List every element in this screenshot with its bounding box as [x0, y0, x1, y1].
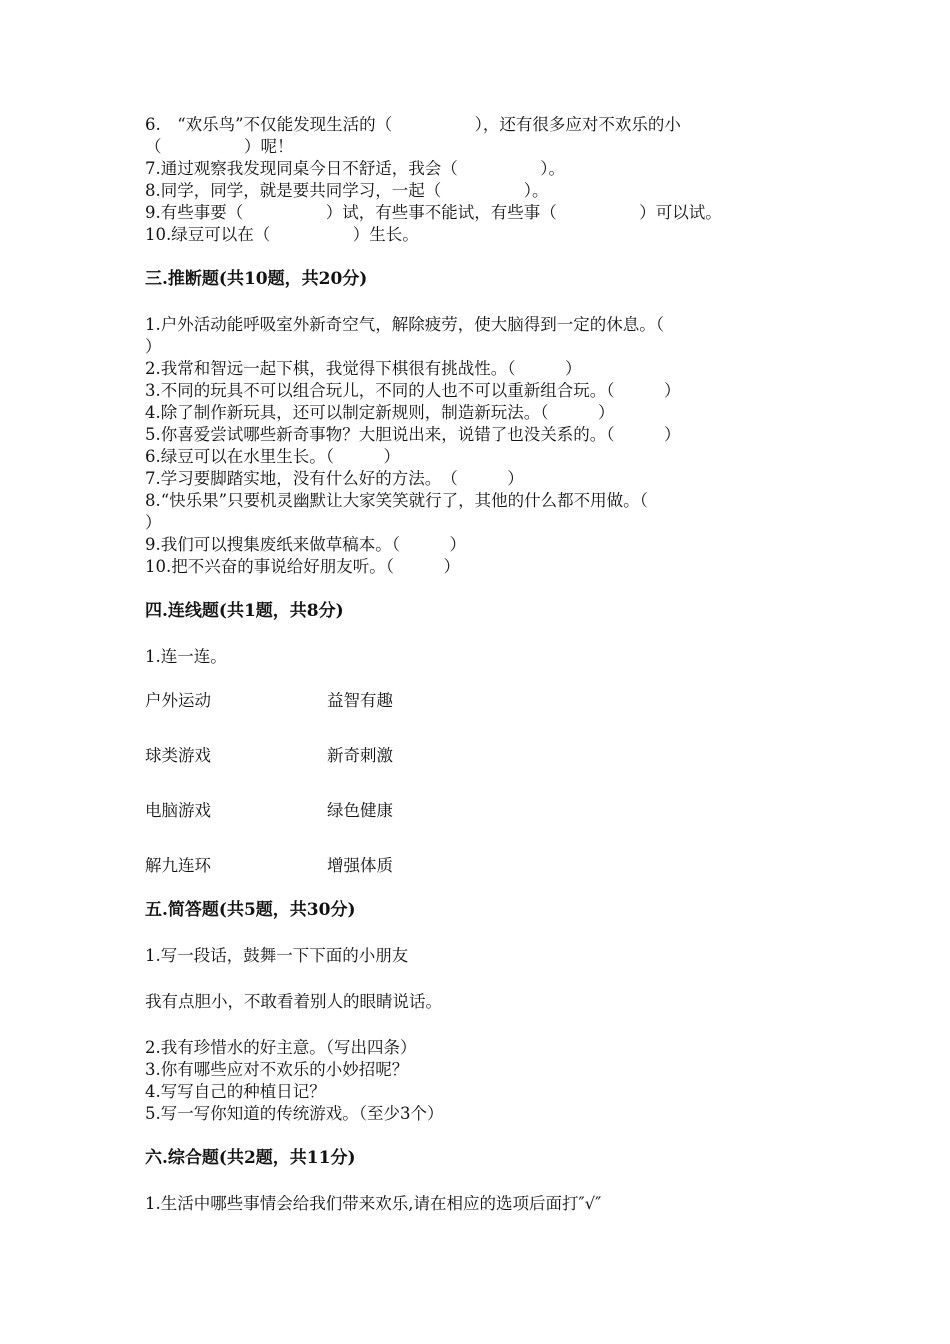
fill-in-item-9: 9.有些事要（ ）试，有些事不能试，有些事（ ）可以试。: [145, 203, 722, 222]
judge-item-3: 3.不同的玩具不可以组合玩儿，不同的人也不可以重新组合玩。（ ）: [145, 381, 681, 400]
short-answer-q3: 3.你有哪些应对不欢乐的小妙招呢？: [145, 1060, 409, 1079]
match-right-item: 新奇刺激: [327, 746, 393, 765]
worksheet-page: [145, 114, 825, 1215]
judge-item-5: 5.你喜爱尝试哪些新奇事物？大胆说出来，说错了也没关系的。（ ）: [145, 425, 681, 444]
fill-in-item-7: 7.通过观察我发现同桌今日不舒适，我会（ ）。: [145, 159, 565, 178]
judge-item-4: 4.除了制作新玩具，还可以制定新规则，制造新玩法。（ ）: [145, 403, 615, 422]
judge-item-10: 10.把不兴奋的事说给好朋友听。（ ）: [145, 557, 460, 576]
match-right-item: 益智有趣: [327, 691, 393, 710]
short-answer-section-title: 五.简答题(共5题，共30分): [145, 900, 356, 920]
match-right-item: 增强体质: [327, 856, 393, 875]
match-question: 1.连一连。: [145, 647, 227, 666]
match-left-item: 解九连环: [145, 856, 211, 875]
judge-item-1: 1.户外活动能呼吸室外新奇空气，解除疲劳，使大脑得到一定的休息。（: [145, 315, 664, 334]
judge-item-7: 7.学习要脚踏实地，没有什么好的方法。 （ ）: [145, 469, 524, 488]
match-row: [145, 745, 825, 767]
match-left-item: 球类游戏: [145, 746, 211, 765]
judge-item-1-cont: ）: [145, 337, 162, 356]
match-section-title: 四.连线题(共1题，共8分): [145, 601, 344, 621]
match-table: [145, 690, 825, 877]
fill-in-item-6: 6. “欢乐鸟”不仅能发现生活的（ ），还有很多应对不欢乐的小: [145, 115, 681, 134]
short-answer-q1-text: 我有点胆小，不敢看着别人的眼睛说话。: [145, 992, 442, 1011]
fill-in-item-10: 10.绿豆可以在（ ）生长。: [145, 225, 419, 244]
match-left-item: 电脑游戏: [145, 801, 211, 820]
fill-in-item-6-cont: （ ）呢！: [145, 137, 294, 156]
match-left-item: 户外运动: [145, 691, 211, 710]
fill-in-item-8: 8.同学，同学，就是要共同学习，一起（ ）。: [145, 181, 549, 200]
short-answer-q5: 5.写一写你知道的传统游戏。（至少3个）: [145, 1104, 444, 1123]
comprehensive-section-title: 六.综合题(共2题，共11分): [145, 1148, 356, 1168]
judge-item-8-cont: ）: [145, 513, 162, 532]
judge-item-8: 8.“快乐果”只要机灵幽默让大家笑笑就行了，其他的什么都不用做。（: [145, 491, 648, 510]
match-right-item: 绿色健康: [327, 801, 393, 820]
judge-section-title: 三.推断题(共10题，共20分): [145, 269, 368, 289]
short-answer-q1: 1.写一段话，鼓舞一下下面的小朋友: [145, 946, 409, 965]
comprehensive-q1: 1.生活中哪些事情会给我们带来欢乐,请在相应的选项后面打″√″: [145, 1194, 602, 1213]
judge-item-6: 6.绿豆可以在水里生长。（ ）: [145, 447, 400, 466]
judge-section: [145, 314, 825, 578]
match-row: [145, 800, 825, 822]
judge-item-9: 9.我们可以搜集废纸来做草稿本。（ ）: [145, 535, 466, 554]
judge-item-2: 2.我常和智远一起下棋，我觉得下棋很有挑战性。（ ）: [145, 359, 582, 378]
short-answer-q4: 4.写写自己的种植日记？: [145, 1082, 326, 1101]
match-row: [145, 690, 825, 712]
match-row: [145, 855, 825, 877]
fill-in-section: [145, 114, 825, 246]
short-answer-q2: 2.我有珍惜水的好主意。（写出四条）: [145, 1038, 417, 1057]
